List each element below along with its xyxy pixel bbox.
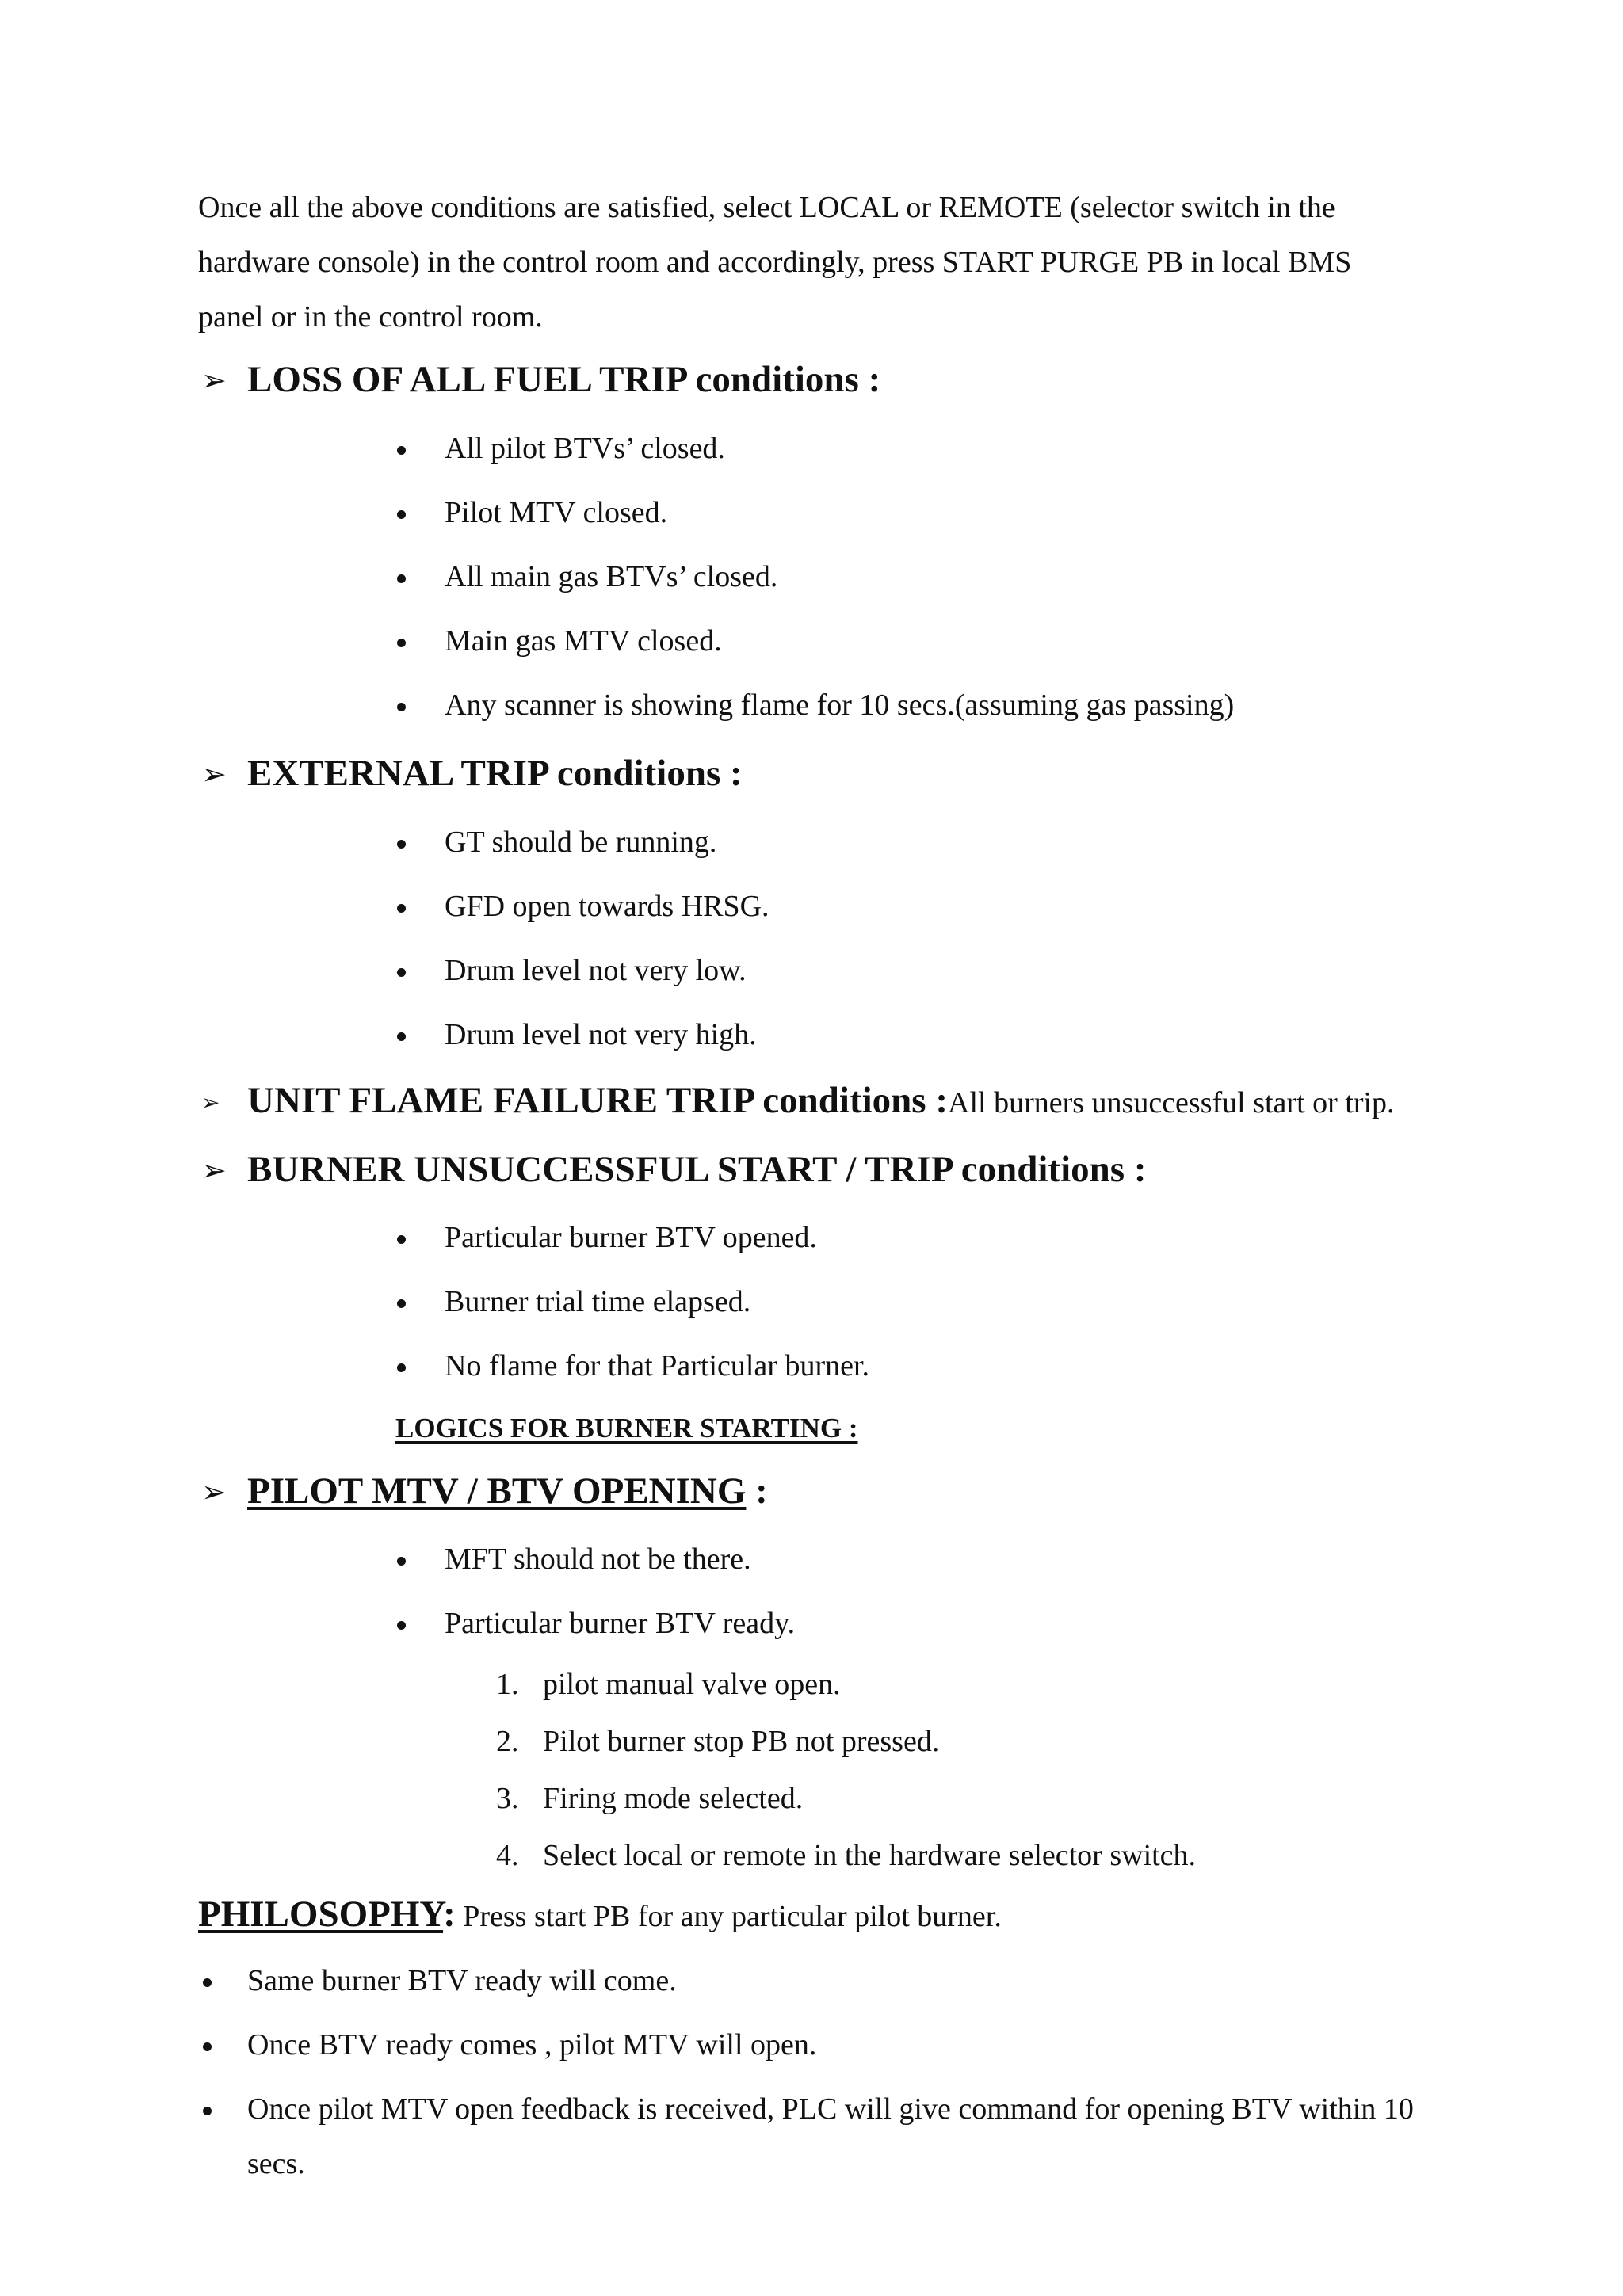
numbered-index: 2. [496, 1725, 519, 1758]
bullet-icon [397, 639, 406, 647]
list-item-continuation: secs. [247, 2147, 305, 2180]
pilot-heading-line [247, 1470, 768, 1512]
bullet-icon [397, 840, 406, 849]
intro-line-3: panel or in the control room. [198, 300, 543, 334]
arrow-bullet-icon: ➢ [201, 364, 227, 398]
bullet-icon [203, 2107, 212, 2115]
philosophy-text: Press start PB for any particular pilot burner. [455, 1900, 1002, 1933]
list-item: MFT should not be there. [445, 1543, 751, 1576]
numbered-item: Firing mode selected. [543, 1782, 804, 1815]
bullet-icon [203, 2042, 212, 2051]
section-heading: BURNER UNSUCCESSFUL START / TRIP conditions : [247, 1149, 1147, 1190]
bullet-icon [397, 1299, 406, 1308]
section-text: All burners unsuccessful start or trip. [948, 1086, 1395, 1119]
list-item: Same burner BTV ready will come. [247, 1964, 677, 1997]
list-item: All pilot BTVs’ closed. [445, 432, 725, 465]
intro-line-1: Once all the above conditions are satisfied, select LOCAL or REMOTE (selector switch in the [198, 191, 1335, 224]
bullet-icon [397, 904, 406, 913]
list-item: All main gas BTVs’ closed. [445, 560, 778, 593]
intro-line-2: hardware console) in the control room and accordingly, press START PURGE PB in local BMS [198, 246, 1352, 279]
list-item: Drum level not very high. [445, 1018, 757, 1051]
bullet-icon [397, 1032, 406, 1041]
bullet-icon [397, 574, 406, 583]
philosophy-label: PHILOSOPHY [198, 1894, 444, 1935]
numbered-index: 4. [496, 1839, 519, 1872]
list-item: Once BTV ready comes , pilot MTV will open. [247, 2028, 817, 2061]
unit-flame-line [247, 1079, 1395, 1122]
arrow-bullet-icon: ➢ [201, 758, 227, 791]
bullet-icon [397, 1363, 406, 1372]
list-item: Particular burner BTV ready. [445, 1607, 796, 1640]
list-item: Once pilot MTV open feedback is received, PLC will give command for opening BTV within 10 [247, 2092, 1414, 2126]
bullet-icon [397, 1235, 406, 1244]
numbered-index: 1. [496, 1668, 519, 1701]
section-heading: EXTERNAL TRIP conditions : [247, 753, 743, 794]
bullet-icon [397, 968, 406, 977]
numbered-item: Select local or remote in the hardware selector switch. [543, 1839, 1197, 1872]
arrow-bullet-icon: ➢ [201, 1476, 227, 1509]
bullet-icon [397, 1621, 406, 1630]
list-item: Any scanner is showing flame for 10 secs.(assuming gas passing) [445, 688, 1235, 722]
numbered-item: pilot manual valve open. [543, 1668, 841, 1701]
bullet-icon [397, 703, 406, 711]
numbered-index: 3. [496, 1782, 519, 1815]
section-heading: PILOT MTV / BTV OPENING [247, 1470, 747, 1512]
list-item: Drum level not very low. [445, 954, 747, 987]
list-item: GFD open towards HRSG. [445, 890, 769, 923]
philosophy-colon: : [443, 1894, 456, 1935]
list-item: Burner trial time elapsed. [445, 1285, 751, 1318]
arrow-bullet-icon: ➢ [201, 1154, 227, 1188]
philosophy-line [198, 1893, 1002, 1936]
numbered-item: Pilot burner stop PB not pressed. [543, 1725, 940, 1758]
bullet-icon [203, 1978, 212, 1987]
list-item: Pilot MTV closed. [445, 496, 668, 529]
section-heading: LOSS OF ALL FUEL TRIP conditions : [247, 359, 881, 400]
section-heading: UNIT FLAME FAILURE TRIP conditions : [247, 1080, 949, 1121]
bullet-icon [397, 510, 406, 519]
list-item: Main gas MTV closed. [445, 624, 722, 658]
list-item: No flame for that Particular burner. [445, 1349, 870, 1383]
arrow-bullet-icon: ➢ [201, 1091, 220, 1116]
list-item: GT should be running. [445, 826, 717, 859]
logics-subtitle: LOGICS FOR BURNER STARTING : [395, 1413, 858, 1444]
bullet-icon [397, 1557, 406, 1566]
list-item: Particular burner BTV opened. [445, 1221, 817, 1254]
bullet-icon [397, 446, 406, 455]
heading-suffix: : [746, 1470, 768, 1512]
